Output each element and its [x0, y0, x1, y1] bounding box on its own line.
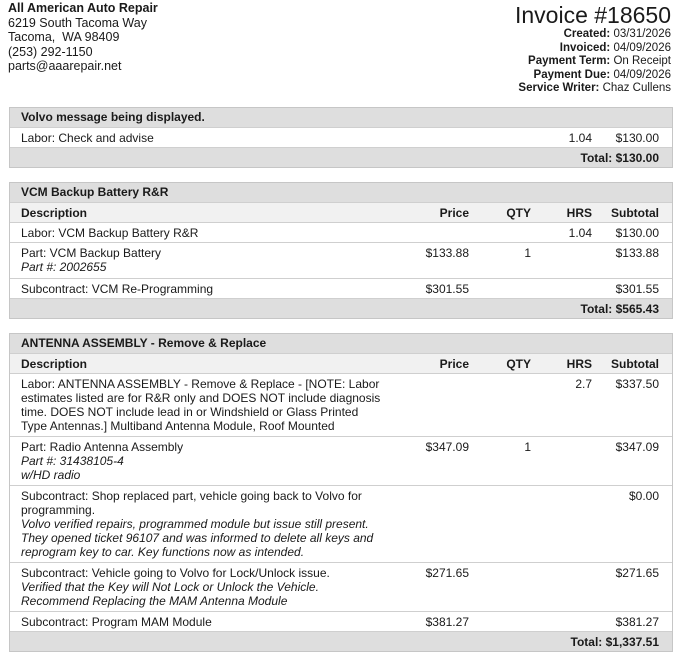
- company-phone: (253) 292-1150: [8, 44, 93, 59]
- line-item: [10, 127, 672, 147]
- section-total-row: [10, 147, 672, 167]
- item-hours: 1.04: [568, 131, 592, 145]
- column-header-subtotal: Subtotal: [611, 206, 659, 220]
- line-item: [10, 611, 672, 631]
- company-address-line1: 6219 South Tacoma Way: [8, 15, 147, 30]
- section-total: Total: $565.43: [580, 302, 659, 316]
- item-part-number: Part #: 2002655: [21, 260, 107, 274]
- item-description: Labor: VCM Backup Battery R&R: [21, 226, 199, 240]
- item-description: Subcontract: VCM Re-Programming: [21, 282, 214, 296]
- column-header-row: [10, 202, 672, 222]
- column-header-description: Description: [21, 206, 88, 220]
- meta-created: [515, 28, 671, 42]
- payment-due-label: Payment Due:: [533, 68, 611, 81]
- line-item: [10, 485, 672, 562]
- item-subtotal: $337.50: [615, 377, 659, 391]
- invoice-title: Invoice #18650: [514, 2, 671, 28]
- service-writer-value: Chaz Cullens: [602, 82, 671, 95]
- company-email: parts@aaarepair.net: [8, 59, 122, 73]
- column-header-qty: QTY: [506, 357, 531, 371]
- item-note: Volvo verified repairs, programmed module but issue still present. They opened ticket 96107 and was informed to delete all keys and reprogram key to car. Key functions now as intended.: [21, 517, 374, 559]
- item-part-number: Part #: 31438105-4: [21, 454, 124, 468]
- column-header-hrs: HRS: [566, 206, 592, 220]
- item-price: $381.27: [425, 615, 469, 629]
- column-header-row: [10, 353, 672, 373]
- section-total-row: [10, 298, 672, 318]
- item-description-block: [21, 440, 396, 482]
- invoice-header: [515, 2, 671, 96]
- column-header-price: Price: [439, 206, 469, 220]
- meta-payment-due: [515, 69, 671, 83]
- section-title: VCM Backup Battery R&R: [10, 183, 672, 202]
- item-hours: 1.04: [568, 226, 592, 240]
- section-total: Total: $130.00: [580, 151, 659, 165]
- column-header-hrs: HRS: [566, 357, 592, 371]
- item-price: $271.65: [425, 566, 469, 580]
- item-description-block: [21, 566, 386, 608]
- item-note: Verified that the Key will Not Lock or Unlock the Vehicle. Recommend Replacing the MAM Antenna Module: [21, 580, 319, 608]
- item-subtotal: $301.55: [615, 282, 659, 296]
- item-qty: 1: [524, 246, 531, 260]
- meta-payment-term: [515, 55, 671, 69]
- item-subtotal: $133.88: [615, 246, 659, 260]
- column-header-qty: QTY: [506, 206, 531, 220]
- service-writer-label: Service Writer:: [518, 82, 600, 95]
- item-price: $347.09: [425, 440, 469, 454]
- line-item: [10, 278, 672, 298]
- company-name: All American Auto Repair: [8, 1, 158, 15]
- column-header-price: Price: [439, 357, 469, 371]
- item-description: Labor: Check and advise: [21, 131, 154, 145]
- item-description: Subcontract: Program MAM Module: [21, 615, 212, 629]
- payment-term-value: On Receipt: [613, 55, 671, 68]
- item-hours: 2.7: [575, 377, 592, 391]
- item-note: w/HD radio: [21, 468, 81, 482]
- item-subtotal: $381.27: [615, 615, 659, 629]
- meta-invoiced: [515, 42, 671, 56]
- company-info: [8, 1, 158, 74]
- created-label: Created:: [563, 28, 611, 40]
- job-section: [9, 182, 673, 319]
- item-subtotal: $130.00: [615, 226, 659, 240]
- section-total: Total: $1,337.51: [570, 635, 659, 649]
- item-subtotal: $130.00: [615, 131, 659, 145]
- invoiced-value: 04/09/2026: [613, 41, 671, 54]
- item-description: Part: Radio Antenna Assembly: [21, 440, 184, 454]
- created-value: 03/31/2026: [613, 28, 671, 40]
- column-header-subtotal: Subtotal: [611, 357, 659, 371]
- item-description: Subcontract: Vehicle going to Volvo for Lock/Unlock issue.: [21, 566, 330, 580]
- line-item: [10, 373, 672, 436]
- line-item: [10, 242, 672, 278]
- meta-service-writer: [515, 82, 671, 96]
- section-title: Volvo message being displayed.: [10, 108, 672, 127]
- line-item: [10, 222, 672, 242]
- item-description-block: [21, 246, 396, 274]
- item-subtotal: $0.00: [628, 489, 659, 503]
- section-total-row: [10, 631, 672, 651]
- invoiced-label: Invoiced:: [559, 41, 611, 54]
- item-subtotal: $271.65: [615, 566, 659, 580]
- company-address-line2: Tacoma, WA 98409: [8, 30, 120, 44]
- item-description-block: [21, 489, 386, 559]
- job-section: [9, 333, 673, 652]
- job-section: [9, 107, 673, 168]
- line-item: [10, 562, 672, 611]
- item-description: Part: VCM Backup Battery: [21, 246, 162, 260]
- item-description: Labor: ANTENNA ASSEMBLY - Remove & Replace - [NOTE: Labor estimates listed are for R&R only and DOES NOT include diagnosis time. DOES NOT include lead in or Windshield or Glass Printed Type Antennas.] Multiband Antenna Module, Roof Mounted: [21, 377, 381, 433]
- item-subtotal: $347.09: [615, 440, 659, 454]
- item-price: $301.55: [425, 282, 469, 296]
- line-item: [10, 436, 672, 485]
- payment-term-label: Payment Term:: [528, 55, 611, 68]
- item-price: $133.88: [425, 246, 469, 260]
- section-title: ANTENNA ASSEMBLY - Remove & Replace: [10, 334, 672, 353]
- item-qty: 1: [524, 440, 531, 454]
- column-header-description: Description: [21, 357, 88, 371]
- payment-due-value: 04/09/2026: [613, 68, 671, 81]
- item-description: Subcontract: Shop replaced part, vehicle going back to Volvo for programming.: [21, 489, 362, 517]
